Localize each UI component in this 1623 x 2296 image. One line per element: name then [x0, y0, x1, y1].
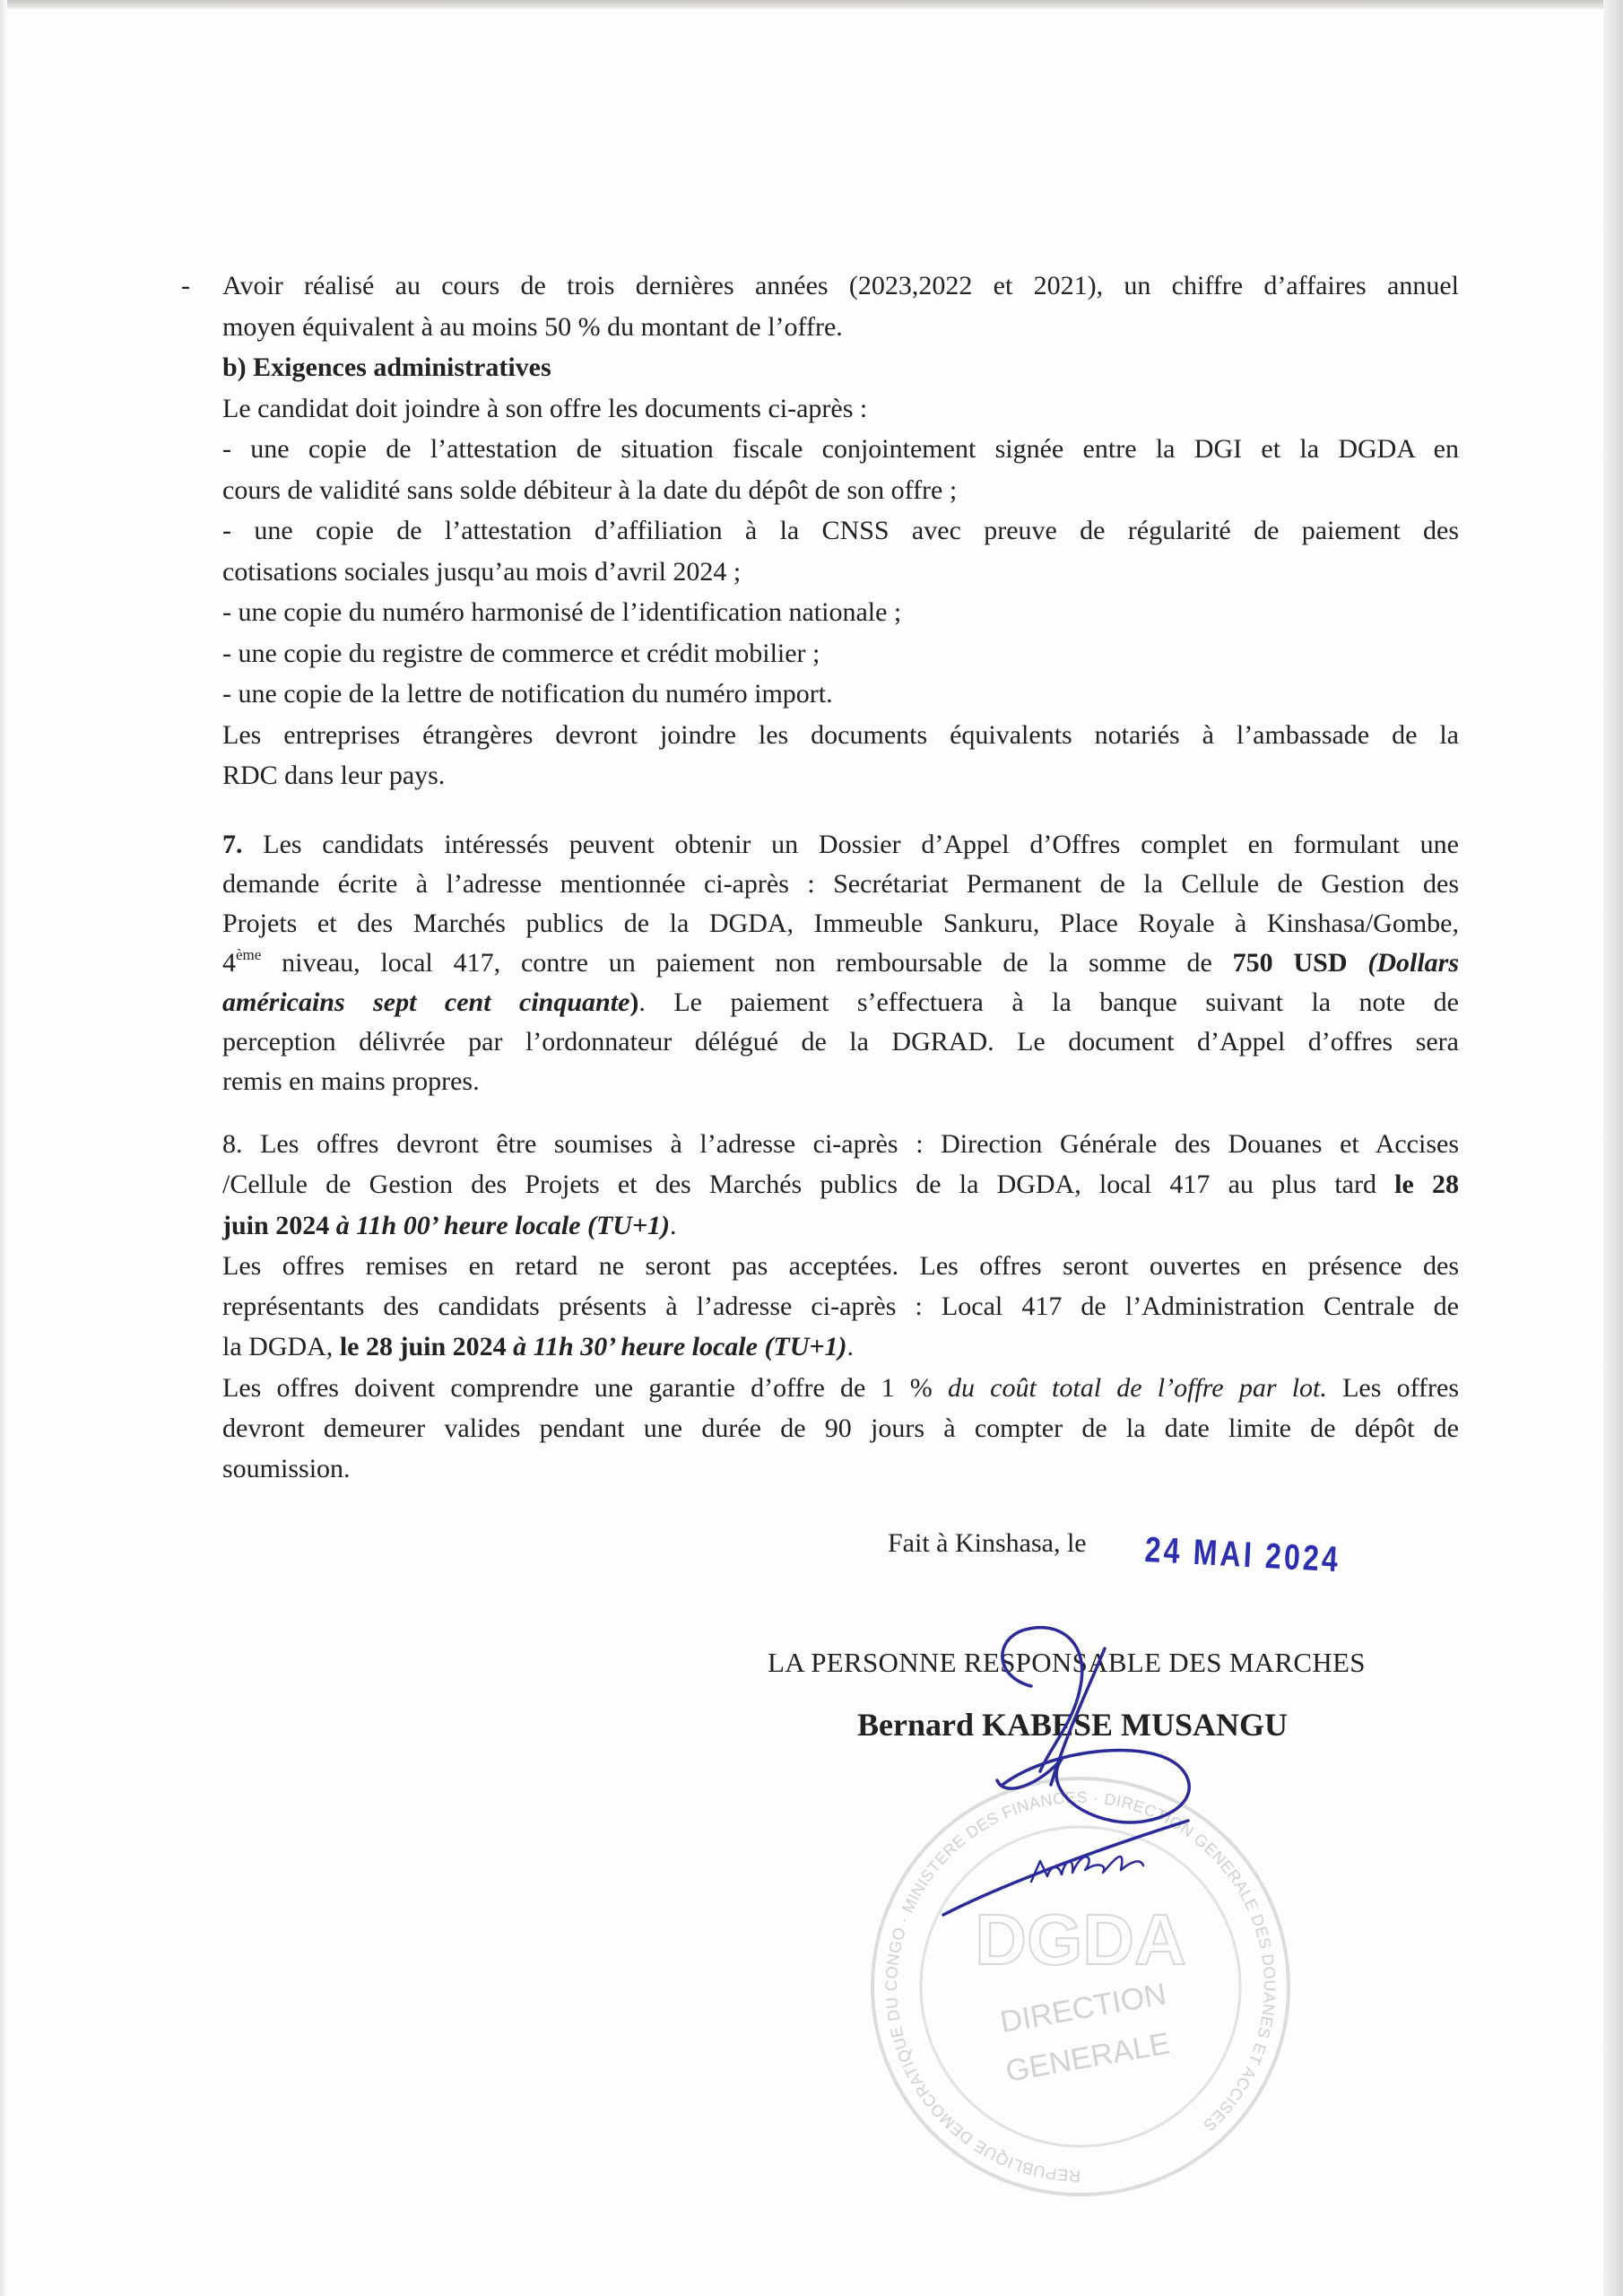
emphasis-text: 750 USD: [1232, 948, 1368, 978]
text-run: Les candidats intéressés peuvent obtenir un Dossier d’Appel d’Offres complet en formulant une: [242, 830, 1459, 859]
section-7-tender-documents: [222, 825, 1459, 1101]
scan-top-edge: [0, 0, 1623, 9]
text-line: [222, 825, 1459, 865]
signatory-title: LA PERSONNE RESPONSABLE DES MARCHES: [768, 1647, 1366, 1678]
signature-initials: [1031, 1857, 1143, 1882]
text-line: [222, 347, 1459, 388]
text-line: représentants des candidats présents à l’adresse ci-après : Local 417 de l’Administration Centrale de: [222, 1292, 1459, 1322]
text-line: [222, 1368, 1459, 1408]
scan-left-edge: [0, 0, 7, 2296]
text-line: Avoir réalisé au cours de trois dernières années (2023,2022 et 2021), un chiffre d’affaires annuel: [222, 271, 1459, 300]
text-line: Le candidat doit joindre à son offre les documents ci-après :: [222, 393, 868, 423]
text-line: [222, 1326, 1459, 1367]
text-line: [222, 983, 1459, 1022]
emphasis-text: à 11h 30’ heure locale (TU+1): [513, 1332, 847, 1362]
text-line: 8. Les offres devront être soumises à l’adresse ci-après : Direction Générale des Douanes et Accises: [222, 1129, 1459, 1159]
text-line: [222, 944, 1459, 983]
text-run: . Le paiement s’effectuera à la banque suivant la note de: [638, 987, 1459, 1017]
emphasis-text: juin 2024: [222, 1210, 336, 1240]
emphasis-text: à 11h 00’ heure locale (TU+1): [335, 1210, 671, 1240]
seal-outer-text: REPUBLIQUE DEMOCRATIQUE DU CONGO · MINISTERE DES FINANCES · DIRECTION GENERALE DES DOUANES ET ACCISES: [882, 1787, 1280, 2186]
scan-right-edge: [1603, 0, 1623, 2296]
seal-center-line1: DIRECTION: [997, 1977, 1169, 2040]
text-run: .: [846, 1332, 855, 1362]
text-run: /Cellule de Gestion des Projets et des Marchés publics de la DGDA, local 417 au plus tard: [222, 1170, 1395, 1200]
section-6-administrative-requirements: [222, 265, 1459, 796]
text-line: Projets et des Marchés publics de la DGDA, Immeuble Sankuru, Place Royale à Kinshasa/Gombe,: [222, 909, 1459, 938]
text-run: .: [670, 1210, 677, 1240]
emphasis-text: américains sept cent cinquante: [222, 987, 630, 1017]
text-line: cotisations sociales jusqu’au mois d’avril 2024 ;: [222, 556, 742, 587]
seal-outer-ring: [872, 1779, 1289, 2195]
emphasis-text: 7.: [222, 830, 243, 859]
text-line: Les entreprises étrangères devront joindre les documents équivalents notariés à l’ambassade de la: [222, 719, 1459, 750]
text-line: - une copie de la lettre de notification du numéro import.: [222, 679, 833, 709]
text-line: demande écrite à l’adresse mentionnée ci-après : Secrétariat Permanent de la Cellule de Gestion des: [222, 869, 1459, 899]
text-run: niveau, local 417, contre un paiement non remboursable de la somme de: [261, 948, 1233, 978]
text-line: - une copie de l’attestation de situation fiscale conjointement signée entre la DGI et la DGDA en: [222, 434, 1459, 464]
emphasis-text: b) Exigences administratives: [222, 352, 551, 382]
text-line: devront demeurer valides pendant une durée de 90 jours à compter de la date limite de dépôt de: [222, 1413, 1459, 1444]
list-bullet: -: [181, 271, 190, 300]
emphasis-text: le 28: [1394, 1170, 1459, 1200]
emphasis-text: le 28 juin 2024: [339, 1332, 514, 1362]
text-run: Les offres doivent comprendre une garantie d’offre de 1 %: [222, 1372, 948, 1403]
text-line: - une copie de l’attestation d’affiliation à la CNSS avec preuve de régularité de paiement des: [222, 516, 1459, 545]
seal-logo: DGDA: [975, 1900, 1186, 1979]
signature-lower-loop: [997, 1750, 1189, 1822]
text-line: RDC dans leur pays.: [222, 761, 446, 790]
text-run: la DGDA,: [222, 1332, 340, 1362]
text-line: soumission.: [222, 1454, 351, 1484]
text-run: Les offres: [1326, 1372, 1460, 1403]
text-run: 4: [222, 948, 236, 978]
text-line: [222, 1164, 1459, 1205]
text-line: [222, 1205, 1459, 1246]
section-8-submission-of-offers: [222, 1124, 1459, 1490]
text-line: remis en mains propres.: [222, 1066, 480, 1096]
emphasis-text: du coût total de l’offre par lot.: [947, 1372, 1327, 1403]
signatory-name: Bernard KABESE MUSANGU: [857, 1707, 1289, 1743]
emphasis-text: ): [629, 987, 639, 1017]
emphasis-text: (Dollars: [1367, 948, 1460, 978]
superscript: ème: [236, 946, 262, 963]
text-line: Les offres remises en retard ne seront pas acceptées. Les offres seront ouvertes en présence des: [222, 1250, 1459, 1281]
seal-inner-ring: [921, 1827, 1240, 2146]
text-line: moyen équivalent à au moins 50 % du montant de l’offre.: [222, 311, 843, 342]
date-stamp: 24 MAI 2024: [1143, 1530, 1342, 1580]
place-date-label: Fait à Kinshasa, le: [888, 1528, 1087, 1558]
text-line: - une copie du numéro harmonisé de l’identification nationale ;: [222, 597, 902, 627]
text-line: perception délivrée par l’ordonnateur délégué de la DGRAD. Le document d’Appel d’offres sera: [222, 1027, 1459, 1057]
seal-center-line2: GENERALE: [1002, 2026, 1173, 2089]
text-line: cours de validité sans solde débiteur à la date du dépôt de son offre ;: [222, 474, 958, 505]
signature-flourish: [943, 1821, 1188, 1915]
text-line: - une copie du registre de commerce et crédit mobilier ;: [222, 638, 820, 668]
